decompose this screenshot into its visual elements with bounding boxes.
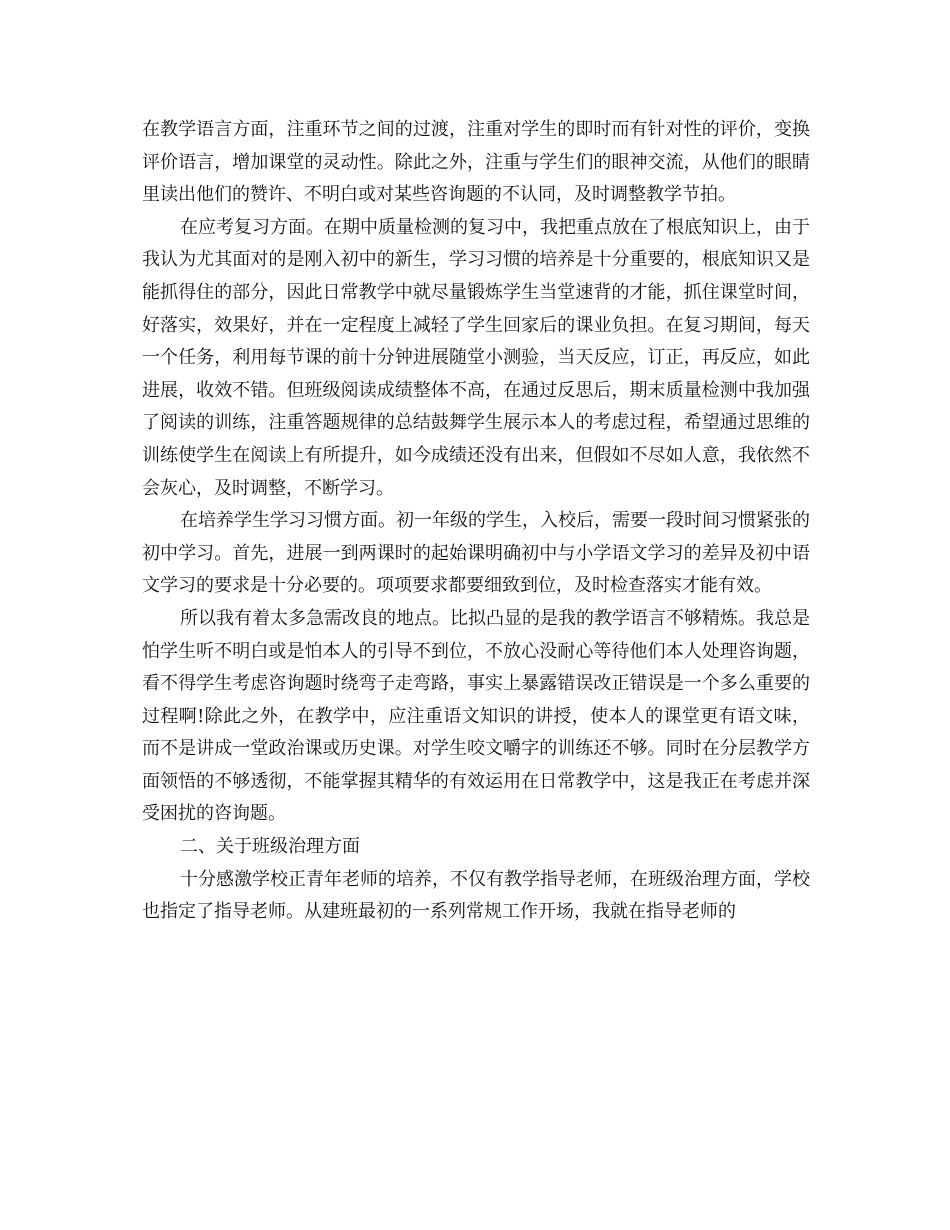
paragraph-1: 在教学语言方面，注重环节之间的过渡，注重对学生的即时而有针对性的评价，变换评价语言，增加课堂的灵动性。除此之外，注重与学生们的眼神交流，从他们的眼睛里读出他们的赞许、不明白或对某些咨询题的不认同，及时调整教学节拍。 [142,119,810,206]
paragraph-2: 在应考复习方面。在期中质量检测的复习中，我把重点放在了根底知识上，由于我认为尤其面对的是刚入初中的新生，学习习惯的培养是十分重要的，根底知识又是能抓得住的部分，因此日常教学中就尽量锻炼学生当堂速背的才能，抓住课堂时间，好落实，效果好，并在一定程度上减轻了学生回家后的课业负担。在复习期间，每天一个任务，利用每节课的前十分钟进展随堂小测验，当天反应，订正，再反应，如此进展，收效不错。但班级阅读成绩整体不高，在通过反思后，期末质量检测中我加强了阅读的训练，注重答题规律的总结鼓舞学生展示本人的考虑过程，希望通过思维的训练使学生在阅读上有所提升，如今成绩还没有出来，但假如不尽如人意，我依然不会灰心，及时调整，不断学习。 [142,216,810,499]
paragraph-4: 所以我有着太多急需改良的地点。比拟凸显的是我的教学语言不够精炼。我总是怕学生听不明白或是怕本人的引导不到位，不放心没耐心等待他们本人处理咨询题，看不得学生考虑咨询题时绕弯子走弯路，事实上暴露错误改正错误是一个多么重要的过程啊!除此之外，在教学中，应注重语文知识的讲授，使本人的课堂更有语文味，而不是讲成一堂政治课或历史课。对学生咬文嚼字的训练还不够。同时在分层教学方面领悟的不够透彻，不能掌握其精华的有效运用在日常教学中，这是我正在考虑并深受困扰的咨询题。 [142,607,810,825]
section-heading: 二、关于班级治理方面 [180,836,360,858]
paragraph-5: 十分感激学校正青年老师的培养，不仅有教学指导老师，在班级治理方面，学校也指定了指导老师。从建班最初的一系列常规工作开场，我就在指导老师的 [142,868,810,923]
document-body [142,114,810,929]
paragraph-3: 在培养学生学习习惯方面。初一年级的学生，入校后，需要一段时间习惯紧张的初中学习。首先，进展一到两课时的起始课明确初中与小学语文学习的差异及初中语文学习的要求是十分必要的。项项要求都要细致到位，及时检查落实才能有效。 [142,510,810,597]
